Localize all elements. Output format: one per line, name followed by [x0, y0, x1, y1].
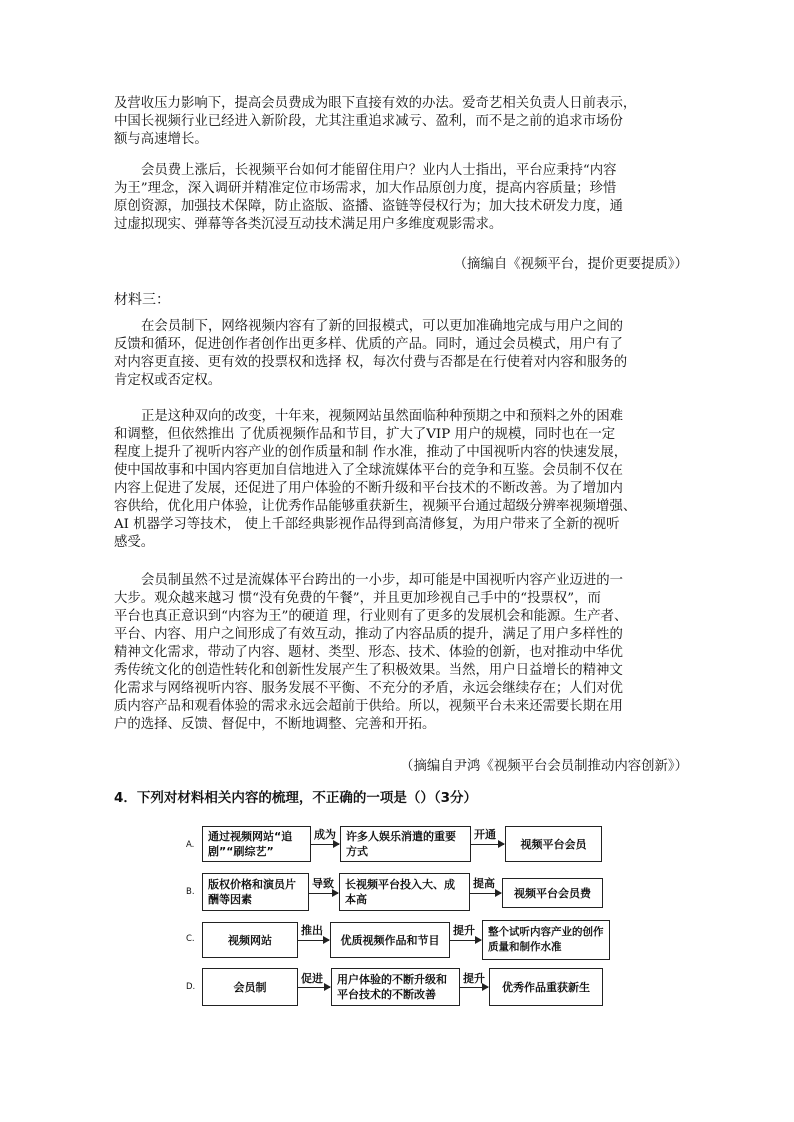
right-arrow-icon	[450, 940, 481, 941]
text-line: 容供给，优化用户体验，让优秀作品能够重获新生，视频平台通过超级分辨率视频增强、	[114, 499, 637, 514]
text-line: 秀传统文化的创造性转化和创新性发展产生了积极效果。当然，用户日益增长的精神文	[114, 663, 623, 678]
text-line: 在会员制下，网络视频内容有了新的回报模式，可以更加准确地完成与用户之间的	[141, 319, 624, 334]
text-line: 内容上促进了发展，还促进了用户体验的不断升级和平台技术的不断改善。为了增加内	[114, 481, 623, 496]
text-line: 原创资源，加强技术保障，防止盗版、盗播、盗链等侵权行为；加大技术研发力度，通	[114, 199, 623, 214]
arrow-label-1: 成为	[314, 828, 336, 841]
right-arrow-icon	[471, 844, 504, 845]
flow-box-1: 通过视频网站“追剧”“刷综艺”	[202, 826, 311, 862]
question-4: 4．下列对材料相关内容的梳理，不正确的一项是（）（3分）	[114, 790, 478, 806]
flow-box-2: 优质视频作品和节目	[330, 922, 450, 958]
text-line: 和调整，但依然推出 了优质视频作品和节目，扩大了VIP 用户的规模，同时也在一定	[114, 427, 616, 442]
right-arrow-icon	[298, 940, 329, 941]
arrow-label-1: 导致	[312, 877, 334, 890]
material-3-heading: 材料三：	[114, 292, 170, 308]
arrow-label-2: 提高	[473, 877, 495, 890]
option-letter: A.	[186, 840, 195, 850]
text-line: 会员费上涨后，长视频平台如何才能留住用户？业内人士指出，平台应秉持“内容	[141, 163, 617, 178]
text-line: 程度上提升了视听内容产业的创作质量和制 作水准，推动了中国视听内容的快速发展，	[114, 445, 628, 460]
option-letter: C.	[186, 934, 195, 944]
passage-paragraph-3	[114, 318, 689, 390]
arrow-label-1: 促进	[301, 972, 323, 985]
text-line: 使中国故事和中国内容更加自信地进入了全球流媒体平台的竞争和互鉴。会员制不仅在	[114, 463, 623, 478]
flow-box-2: 用户体验的不断升级和平台技术的不断改善	[331, 968, 460, 1006]
text-line: 质内容产品和观看体验的需求永远会超前于供给。所以，视频平台未来还需要长期在用	[114, 699, 623, 714]
text-line: 过虚拟现实、弹幕等各类沉浸互动技术满足用户多维度观影需求。	[114, 217, 503, 232]
text-line: 对内容更直接、更有效的投票权和选择 权，每次付费与否都是在行使着对内容和服务的	[114, 355, 628, 370]
text-line: 大步。观众越来越习 惯“没有免费的午餐”，并且更加珍视自己手中的“投票权”，而	[114, 591, 601, 606]
text-line: 会员制虽然不过是流媒体平台跨出的一小步，却可能是中国视听内容产业迈进的一	[141, 573, 624, 588]
passage-paragraph-4	[114, 408, 689, 552]
text-line: AI 机器学习等技术， 使上千部经典影视作品得到高清修复，为用户带来了全新的视听	[114, 517, 620, 532]
passage-paragraph-5	[114, 572, 689, 734]
text-line: 平台也真正意识到“内容为王”的硬道 理，行业则有了更多的发展机会和能源。生产者、	[114, 609, 628, 624]
text-line: 精神文化需求，带动了内容、题材、类型、形态、技术、体验的创新，也对推动中华优	[114, 645, 623, 660]
flow-box-3: 优秀作品重获新生	[489, 968, 603, 1006]
text-line: 反馈和循环，促进创作者创作出更多样、优质的产品。同时，通过会员模式，用户有了	[114, 337, 623, 352]
right-arrow-icon	[460, 987, 488, 988]
right-arrow-icon	[309, 893, 338, 894]
arrow-label-2: 提升	[463, 972, 485, 985]
text-line: 额与高速增长。	[114, 132, 208, 147]
text-line: 肯定权或否定权。	[114, 373, 222, 388]
text-line: 及营收压力影响下，提高会员费成为眼下直接有效的办法。爱奇艺相关负责人日前表示，	[114, 96, 637, 111]
text-line: 中国长视频行业已经进入新阶段，尤其注重追求减亏、盈利，而不是之前的追求市场份	[114, 114, 623, 129]
flow-box-2: 长视频平台投入大、成本高	[339, 873, 470, 911]
text-line: 平台、内容、用户之间形成了有效互动，推动了内容品质的提升，满足了用户多样性的	[114, 627, 623, 642]
passage-paragraph-1	[114, 95, 689, 149]
source-citation-3: （摘编自尹鸿《视频平台会员制推动内容创新》）	[400, 759, 688, 774]
flow-box-1: 版权价格和演员片酬等因素	[202, 873, 309, 911]
right-arrow-icon	[298, 987, 330, 988]
text-line: 正是这种双向的改变，十年来，视频网站虽然面临种种预期之中和预料之外的困难	[141, 409, 624, 424]
text-line: 化需求与网络视听内容、服务发展不平衡、不充分的矛盾，永远会继续存在；人们对优	[114, 681, 623, 696]
text-line: 户的选择、反馈、督促中，不断地调整、完善和开拓。	[114, 717, 436, 732]
right-arrow-icon	[311, 844, 339, 845]
arrow-label-1: 推出	[301, 924, 323, 937]
flow-box-2: 许多人娱乐消遣的重要方式	[340, 826, 471, 862]
text-line: 为王”理念，深入调研并精准定位市场需求，加大作品原创力度，提高内容质量；珍惜	[114, 181, 617, 196]
passage-paragraph-2	[114, 162, 689, 234]
flow-box-3: 整个试听内容产业的创作质量和制作水准	[482, 920, 610, 960]
right-arrow-icon	[470, 893, 501, 894]
option-letter: D.	[186, 982, 196, 992]
flow-box-3: 视频平台会员	[505, 826, 602, 862]
flow-box-1: 会员制	[202, 968, 298, 1006]
text-line: 感受。	[114, 535, 155, 550]
flow-box-3: 视频平台会员费	[502, 878, 603, 908]
flow-box-1: 视频网站	[202, 922, 298, 958]
option-letter: B.	[186, 887, 195, 897]
source-citation-2: （摘编自《视频平台，提价更要提质》）	[453, 257, 688, 272]
arrow-label-2: 开通	[474, 828, 496, 841]
arrow-label-2: 提升	[453, 924, 475, 937]
